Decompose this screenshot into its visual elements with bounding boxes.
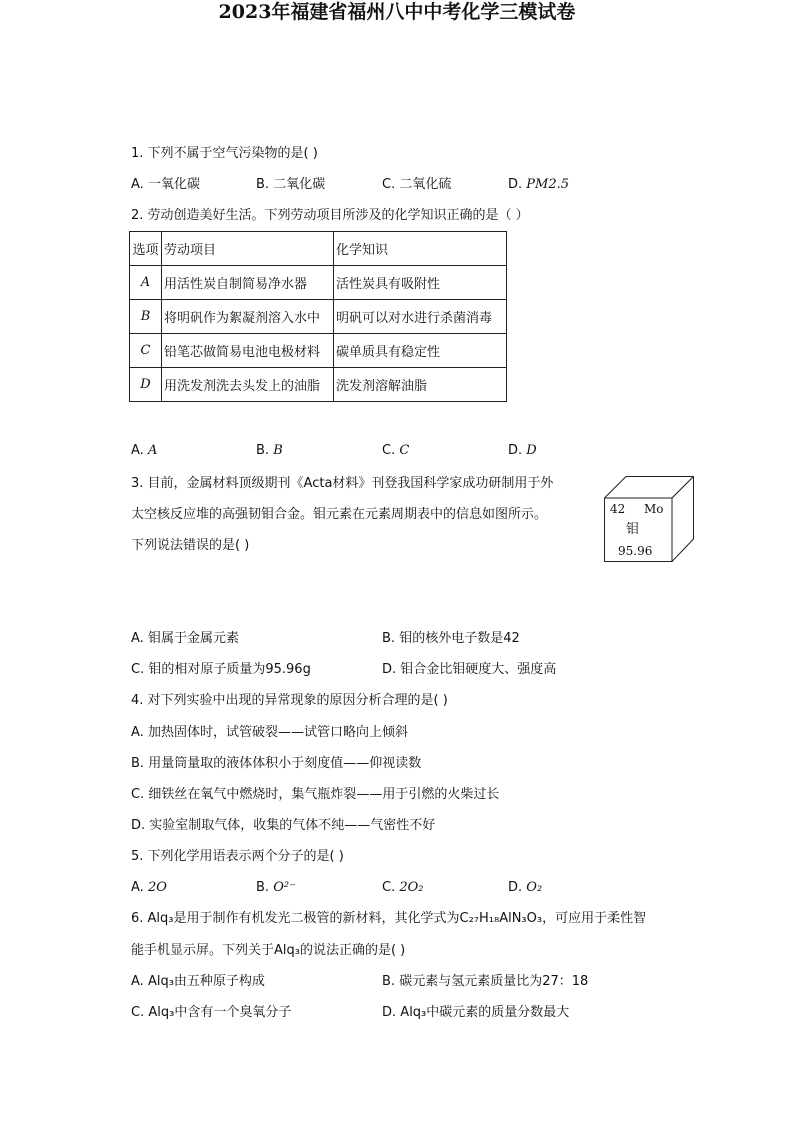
q6-option-d	[382, 1004, 569, 1022]
element-atomic-mass: 95.96	[618, 544, 653, 558]
option-text: O₂	[526, 880, 543, 895]
q3-option-a	[131, 630, 239, 648]
q5-option-d	[508, 879, 542, 897]
table-header: 选项	[130, 232, 162, 266]
table-header-row	[130, 232, 507, 266]
option-letter: B.	[382, 631, 396, 646]
option-letter: A.	[131, 631, 144, 646]
option-letter: A.	[131, 880, 144, 895]
element-tile-molybdenum	[604, 476, 694, 562]
option-letter: B.	[256, 443, 270, 458]
table-cell: C	[130, 334, 162, 368]
option-letter: A.	[131, 177, 144, 192]
q4-option-c	[131, 786, 499, 804]
option-letter: C.	[382, 880, 396, 895]
question-6-line-1: 6. Alq₃是用于制作有机发光二极管的新材料，其化学式为C₂₇H₁₈AlN₃O₃，可应用于柔性智	[131, 911, 647, 926]
option-text: 加热固体时，试管破裂——试管口略向上倾斜	[147, 725, 408, 740]
option-letter: D.	[382, 662, 397, 677]
option-text: 实验室制取气体，收集的气体不纯——气密性不好	[149, 818, 436, 833]
option-text: D	[526, 443, 537, 458]
table-cell: 铅笔芯做简易电池电极材料	[162, 334, 334, 368]
table-row	[130, 368, 507, 402]
table-cell: 用洗发剂洗去头发上的油脂	[162, 368, 334, 402]
table-cell: 活性炭具有吸附性	[334, 266, 507, 300]
option-text: 2O	[147, 880, 167, 895]
option-letter: C.	[382, 177, 396, 192]
table-cell: 将明矾作为絮凝剂溶入水中	[162, 300, 334, 334]
table-row	[130, 334, 507, 368]
q4-option-a	[131, 724, 408, 742]
option-letter: D.	[508, 880, 523, 895]
option-text: C	[399, 443, 410, 458]
q1-option-a	[131, 176, 200, 194]
option-letter: B.	[256, 177, 270, 192]
table-cell: A	[130, 266, 162, 300]
option-text: Alq₃中含有一个臭氧分子	[148, 1005, 292, 1020]
option-letter: C.	[382, 443, 396, 458]
option-text: 碳元素与氢元素质量比为27：18	[399, 974, 589, 989]
table-cell: 碳单质具有稳定性	[334, 334, 507, 368]
q1-option-d	[508, 176, 569, 194]
option-letter: B.	[131, 756, 145, 771]
q5-option-c	[382, 879, 424, 897]
option-letter: D.	[508, 443, 523, 458]
labor-knowledge-table	[129, 231, 507, 402]
q5-option-b	[256, 879, 296, 897]
option-letter: D.	[382, 1005, 397, 1020]
option-letter: B.	[256, 880, 270, 895]
q6-option-c	[131, 1004, 291, 1022]
q4-option-b	[131, 755, 421, 773]
question-3-line-3: 下列说法错误的是( )	[131, 538, 250, 553]
q3-option-b	[382, 630, 520, 648]
option-letter: C.	[131, 1005, 145, 1020]
option-letter: A.	[131, 974, 144, 989]
q4-option-d	[131, 817, 435, 835]
q1-option-b	[256, 176, 325, 194]
option-text: 二氧化碳	[273, 177, 326, 192]
option-text: B	[273, 443, 283, 458]
table-cell: D	[130, 368, 162, 402]
question-4-stem: 4. 对下列实验中出现的异常现象的原因分析合理的是( )	[131, 693, 448, 708]
option-text: 细铁丝在氧气中燃烧时，集气瓶炸裂——用于引燃的火柴过长	[148, 787, 500, 802]
table-header: 劳动项目	[162, 232, 334, 266]
exam-title: 2023年福建省福州八中中考化学三模试卷	[218, 1, 576, 23]
option-text: A	[147, 443, 158, 458]
table-cell: 用活性炭自制简易净水器	[162, 266, 334, 300]
q1-option-c	[382, 176, 451, 194]
option-letter: C.	[131, 662, 145, 677]
question-6-line-2: 能手机显示屏。下列关于Alq₃的说法正确的是( )	[131, 943, 406, 958]
q5-option-a	[131, 879, 167, 897]
q3-option-d	[382, 661, 556, 679]
option-letter: D.	[131, 818, 146, 833]
element-symbol: Mo	[644, 502, 664, 516]
question-2-stem: 2. 劳动创造美好生活。下列劳动项目所涉及的化学知识正确的是（ ）	[131, 208, 529, 223]
table-cell: 明矾可以对水进行杀菌消毒	[334, 300, 507, 334]
table-cell: 洗发剂溶解油脂	[334, 368, 507, 402]
option-text: O²⁻	[273, 880, 296, 895]
q2-option-c	[382, 442, 409, 460]
table-header: 化学知识	[334, 232, 507, 266]
option-text: Alq₃中碳元素的质量分数最大	[400, 1005, 570, 1020]
option-letter: D.	[508, 177, 523, 192]
option-text: 一氧化碳	[147, 177, 200, 192]
table-row	[130, 266, 507, 300]
option-text: PM2.5	[526, 177, 570, 192]
table-row	[130, 300, 507, 334]
option-text: 钼属于金属元素	[147, 631, 239, 646]
option-text: 钼的相对原子质量为95.96g	[148, 662, 311, 677]
question-1-stem: 1. 下列不属于空气污染物的是( )	[131, 146, 318, 161]
q6-option-a	[131, 973, 265, 991]
option-letter: C.	[131, 787, 145, 802]
q6-option-b	[382, 973, 588, 991]
option-text: Alq₃由五种原子构成	[147, 974, 265, 989]
q2-option-d	[508, 442, 537, 460]
element-name: 钼	[626, 522, 640, 537]
table-cell: B	[130, 300, 162, 334]
q2-option-a	[131, 442, 157, 460]
element-atomic-number: 42	[610, 502, 626, 516]
option-text: 用量筒量取的液体体积小于刻度值——仰视读数	[148, 756, 422, 771]
question-3-line-2: 太空核反应堆的高强韧钼合金。钼元素在元素周期表中的信息如图所示。	[131, 507, 548, 522]
option-text: 钼合金比钼硬度大、强度高	[400, 662, 557, 677]
option-text: 钼的核外电子数是42	[399, 631, 520, 646]
q2-option-b	[256, 442, 283, 460]
option-letter: B.	[382, 974, 396, 989]
question-5-stem: 5. 下列化学用语表示两个分子的是( )	[131, 849, 344, 864]
question-3-line-1: 3. 目前，金属材料顶级期刊《Acta材料》刊登我国科学家成功研制用于外	[131, 476, 554, 491]
q3-option-c	[131, 661, 311, 679]
option-text: 二氧化硫	[399, 177, 452, 192]
option-text: 2O₂	[399, 880, 424, 895]
option-letter: A.	[131, 725, 144, 740]
option-letter: A.	[131, 443, 144, 458]
